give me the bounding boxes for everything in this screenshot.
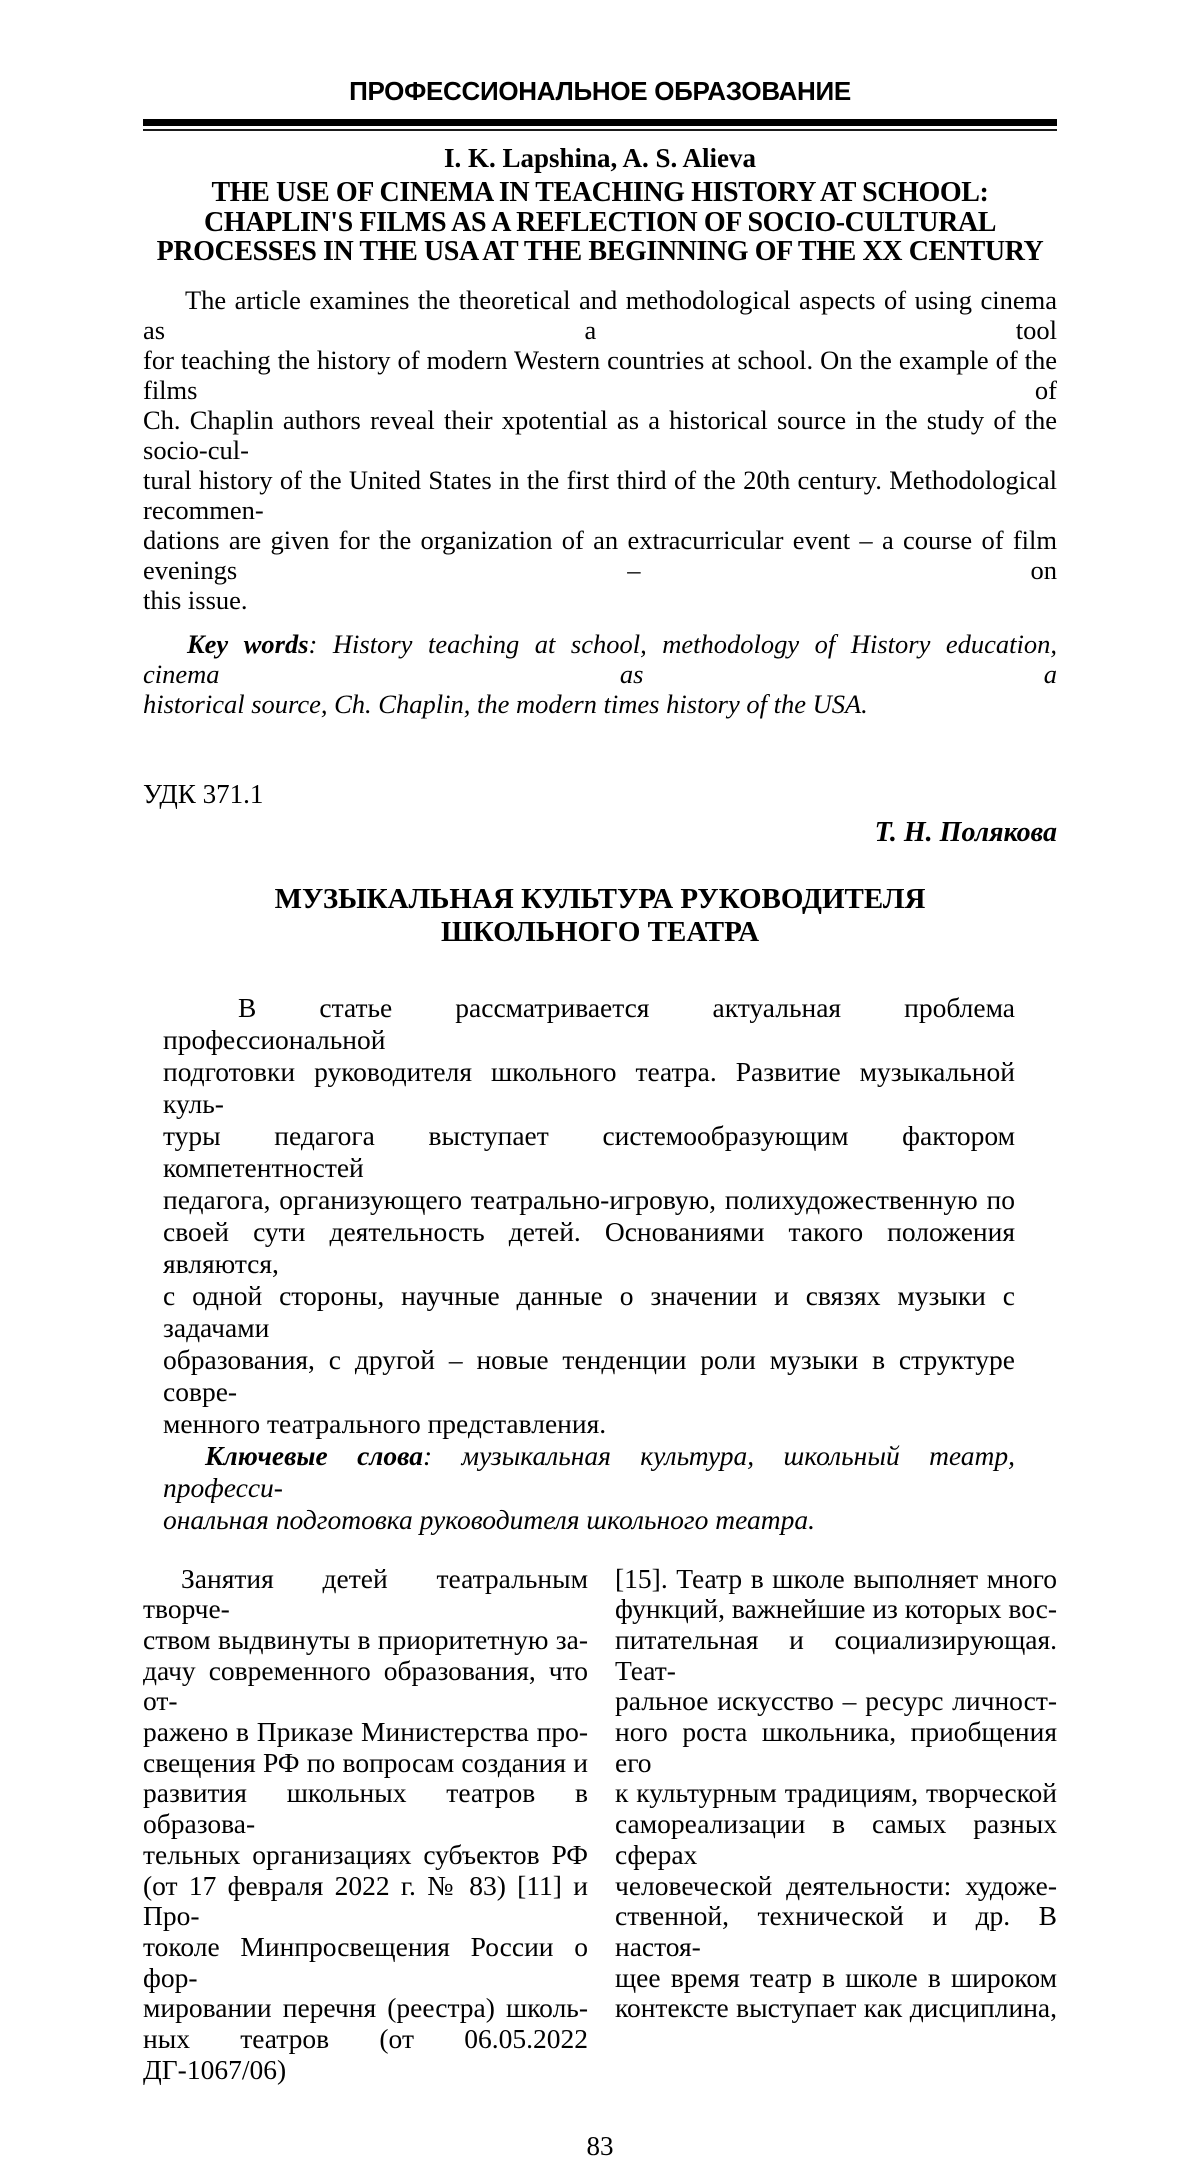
header-rule-thick (143, 119, 1057, 126)
article-ru-abstract (143, 992, 1057, 1440)
text-line: к культурным традициям, творческой (615, 1777, 1057, 1809)
article-en-authors: I. K. Lapshina, A. S. Alieva (443, 143, 757, 173)
text-line: ством выдвинуты в приоритетную за- (143, 1623, 588, 1655)
text-line: ного роста школьника, приобщения его (615, 1716, 1057, 1778)
text-line: Ch. Chaplin authors reveal their xpotential as a historical source in the study of the socio-cul- (143, 404, 1057, 465)
article-ru-keywords (143, 1440, 1057, 1536)
body-column-left (143, 1564, 588, 2086)
text-line: туры педагога выступает системообразующим фактором компетентностей (163, 1119, 1015, 1183)
text-line: tural history of the United States in the first third of the 20th century. Methodological recommen- (143, 464, 1057, 525)
text-line: педагога, организующего театрально-игровую, полихудожественную по (163, 1183, 1015, 1215)
keywords-label: Key words (187, 628, 309, 659)
text-line: щее время театр в школе в широком (615, 1961, 1057, 1993)
text-line: контексте выступает как дисциплина, (615, 1992, 1057, 2024)
keywords-text: : музыкальная культура, школьный театр, професси- (163, 1439, 1016, 1503)
body-column-right (615, 1564, 1057, 2086)
text-line: образования, с другой – новые тенденции роли музыки в структуре совре- (163, 1343, 1015, 1407)
text-line: [15]. Театр в школе выполняет много (615, 1562, 1057, 1594)
text-line: питательная и социализирующая. Теат- (615, 1623, 1057, 1686)
text-line: CHAPLIN'S FILMS AS A REFLECTION OF SOCIO-CULTURAL (203, 206, 997, 238)
text-line: PROCESSES IN THE USA AT THE BEGINNING OF THE XX CENTURY (156, 236, 1044, 267)
text-line: В статье рассматривается актуальная проблема профессиональной (163, 991, 1015, 1055)
text-line: с одной стороны, научные данные о значении и связях музыки с задачами (163, 1279, 1015, 1343)
text-line: своей сути деятельность детей. Основаниями такого положения являются, (163, 1215, 1015, 1279)
text-line: тельных организациях субъектов РФ (143, 1838, 588, 1870)
text-line: Занятия детей театральным творче- (143, 1562, 588, 1625)
text-line: ственной, технической и др. В настоя- (615, 1900, 1057, 1962)
article-ru-author: Т. Н. Полякова (874, 816, 1057, 848)
text-line: this issue. (143, 584, 248, 615)
keywords-line (163, 1440, 1015, 1504)
text-line: токоле Минпросвещения России о фор- (143, 1930, 588, 1993)
text-line: (от 17 февраля 2022 г. № 83) [11] и Про- (143, 1869, 588, 1932)
text-line: человеческой деятельности: художе- (615, 1869, 1057, 1901)
keywords-text: : History teaching at school, methodology of History education, cinema as a (143, 628, 1058, 689)
text-line: ных театров (от 06.05.2022 ДГ-1067/06) (143, 2023, 588, 2085)
text-line: The article examines the theoretical and methodological aspects of using cinema as a tool (143, 284, 1057, 345)
text-line: for teaching the history of modern Western countries at school. On the example of the films of (143, 344, 1057, 405)
text-line: менного театрального представления. (163, 1407, 607, 1439)
text-line: свещения РФ по вопросам создания и (143, 1746, 588, 1778)
article-ru-body (143, 1564, 1057, 2086)
article-ru-title (143, 883, 1057, 949)
keywords-line: ональная подготовка руководителя школьного театра. (163, 1503, 815, 1535)
text-line: дачу современного образования, что от- (143, 1654, 588, 1717)
article-en-title (143, 178, 1057, 267)
udc-code: УДК 371.1 (143, 778, 264, 809)
text-line: подготовки руководителя школьного театра. Развитие музыкальной куль- (163, 1055, 1015, 1119)
keywords-line (143, 629, 1057, 689)
text-line: ШКОЛЬНОГО ТЕАТРА (440, 915, 760, 948)
running-head: ПРОФЕССИОНАЛЬНОЕ ОБРАЗОВАНИЕ (349, 76, 851, 106)
keywords-line: historical source, Ch. Chaplin, the modern times history of the USA. (143, 688, 868, 719)
keywords-label: Ключевые слова (205, 1439, 423, 1471)
text-line: развития школьных театров в образова- (143, 1777, 588, 1840)
journal-page (0, 76, 1200, 2161)
text-line: функций, важнейшие из которых вос- (615, 1593, 1057, 1625)
text-line: ральное искусство – ресурс личност- (615, 1685, 1057, 1717)
article-en-abstract (143, 285, 1057, 615)
text-line: ражено в Приказе Министерства про- (143, 1716, 588, 1748)
text-line: мировании перечня (реестра) школь- (143, 1992, 588, 2024)
text-line: dations are given for the organization of an extracurricular event – a course of film evenings – on (143, 524, 1057, 585)
article-en-keywords (143, 629, 1057, 719)
header-rule-thin (143, 129, 1057, 131)
page-number: 83 (586, 2131, 614, 2161)
header-rules (143, 119, 1057, 131)
text-line: THE USE OF CINEMA IN TEACHING HISTORY AT SCHOOL: (211, 177, 989, 208)
text-line: МУЗЫКАЛЬНАЯ КУЛЬТУРА РУКОВОДИТЕЛЯ (274, 882, 926, 915)
text-line: самореализации в самых разных сферах (615, 1808, 1057, 1870)
